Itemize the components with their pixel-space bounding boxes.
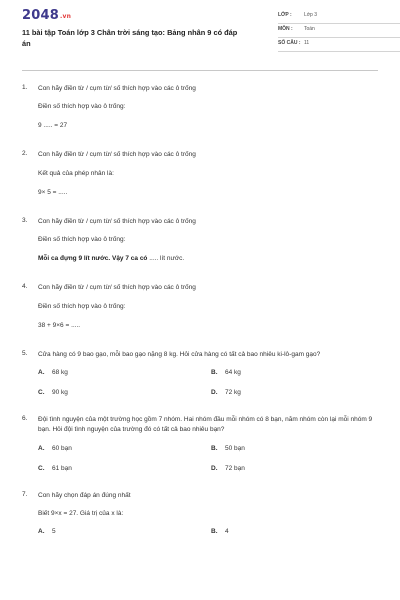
option-text: 90 kg [52,389,68,397]
meta-row-count [278,40,400,52]
page-title: 11 bài tập Toán lớp 3 Chân trời sáng tạo: Bảng nhân 9 có đáp án [22,28,238,48]
option-c[interactable] [38,465,211,472]
fill-blank[interactable]: 38 + 9×6 = ..... [38,321,81,329]
worksheet-header [22,0,378,66]
question-prompt: Con hãy điền từ / cụm từ/ số thích hợp vào các ô trống [38,151,196,159]
question-instruction: Điền số thích hợp vào ô trống: [38,302,126,310]
option-letter: D. [211,464,218,472]
question-number: 2. [22,150,28,158]
option-d[interactable] [211,389,361,396]
meta-label: LỚP : [278,12,292,18]
question-prompt: Cửa hàng có 9 bao gạo, mỗi bao gạo nặng 8 kg. Hỏi cửa hàng có tất cả bao nhiêu ki-lô-gam gạo? [38,350,321,358]
option-a[interactable] [38,369,211,376]
option-text: 5 [52,528,56,536]
option-letter: C. [38,389,45,397]
meta-label: MÔN : [278,26,293,32]
option-letter: A. [38,369,45,377]
option-b[interactable] [211,528,361,535]
fill-blank[interactable] [38,254,378,264]
question-number: 1. [22,84,28,91]
option-text: 68 kg [52,369,68,377]
option-text: 72 bạn [225,464,245,472]
question-prompt: Con hãy điền từ / cụm từ/ số thích hợp vào các ô trống [38,217,196,225]
option-text: 64 kg [225,369,241,377]
question-6 [22,415,378,472]
question-instruction: Điền số thích hợp vào ô trống: [38,103,126,111]
question-statement: Mỗi ca đựng 9 lít nước. Vậy 7 ca có [38,255,148,263]
option-text: 61 bạn [52,464,72,472]
question-3 [22,217,378,264]
question-instruction: Biết 9×x = 27. Giá trị của x là: [38,510,124,518]
fill-blank[interactable]: 9× 5 = ..... [38,188,68,196]
answer-options [38,528,378,535]
question-prompt: Con hãy chọn đáp án đúng nhất [38,491,131,499]
option-a[interactable] [38,445,211,452]
header-divider [22,70,378,71]
question-7 [22,491,378,535]
meta-row-subject [278,26,400,38]
option-c[interactable] [38,389,211,396]
blank-text: ..... lít nước. [147,255,185,263]
question-instruction: Kết quả của phép nhân là: [38,169,114,177]
question-prompt: Con hãy điền từ / cụm từ/ số thích hợp vào các ô trống [38,85,196,92]
logo-domain: .vn [59,13,72,20]
option-letter: B. [211,444,218,452]
answer-options [38,369,378,396]
option-text: 72 kg [225,389,241,397]
option-b[interactable] [211,445,361,452]
answer-options [38,445,378,472]
question-prompt: Đội tình nguyện của một trường học gồm 7 nhóm. Hai nhóm đầu mỗi nhóm có 8 bạn, năm nhóm còn lại mỗi nhóm 9 bạn. Hỏi đội tình nguyện của trường đó có tất cả bao nhiêu bạn? [38,416,373,434]
question-number: 4. [22,283,28,291]
question-5 [22,350,378,396]
option-letter: C. [38,464,45,472]
question-1 [22,84,378,131]
meta-value: 11 [304,40,310,46]
meta-value: Lớp 3 [304,12,318,18]
option-letter: B. [211,369,218,377]
option-d[interactable] [211,465,361,472]
question-number: 5. [22,349,28,357]
meta-info [278,12,400,54]
question-number: 3. [22,216,28,224]
meta-value: Toán [304,26,315,32]
fill-blank[interactable]: 9 ..... = 27 [38,122,68,130]
question-4 [22,283,378,330]
logo-text: 2048 [22,8,59,23]
option-text: 60 bạn [52,444,72,452]
option-text: 50 bạn [225,444,245,452]
question-prompt: Con hãy điền từ / cụm từ/ số thích hợp vào các ô trống [38,284,196,292]
question-instruction: Điền số thích hợp vào ô trống: [38,236,126,244]
option-a[interactable] [38,528,211,535]
question-number: 7. [22,490,28,498]
option-letter: A. [38,528,45,536]
option-letter: B. [211,528,218,536]
option-text: 4 [225,528,229,536]
option-letter: A. [38,444,45,452]
meta-row-grade [278,12,400,24]
option-letter: D. [211,389,218,397]
meta-label: SỐ CÂU : [278,40,301,46]
option-b[interactable] [211,369,361,376]
question-number: 6. [22,415,28,423]
question-2 [22,150,378,197]
